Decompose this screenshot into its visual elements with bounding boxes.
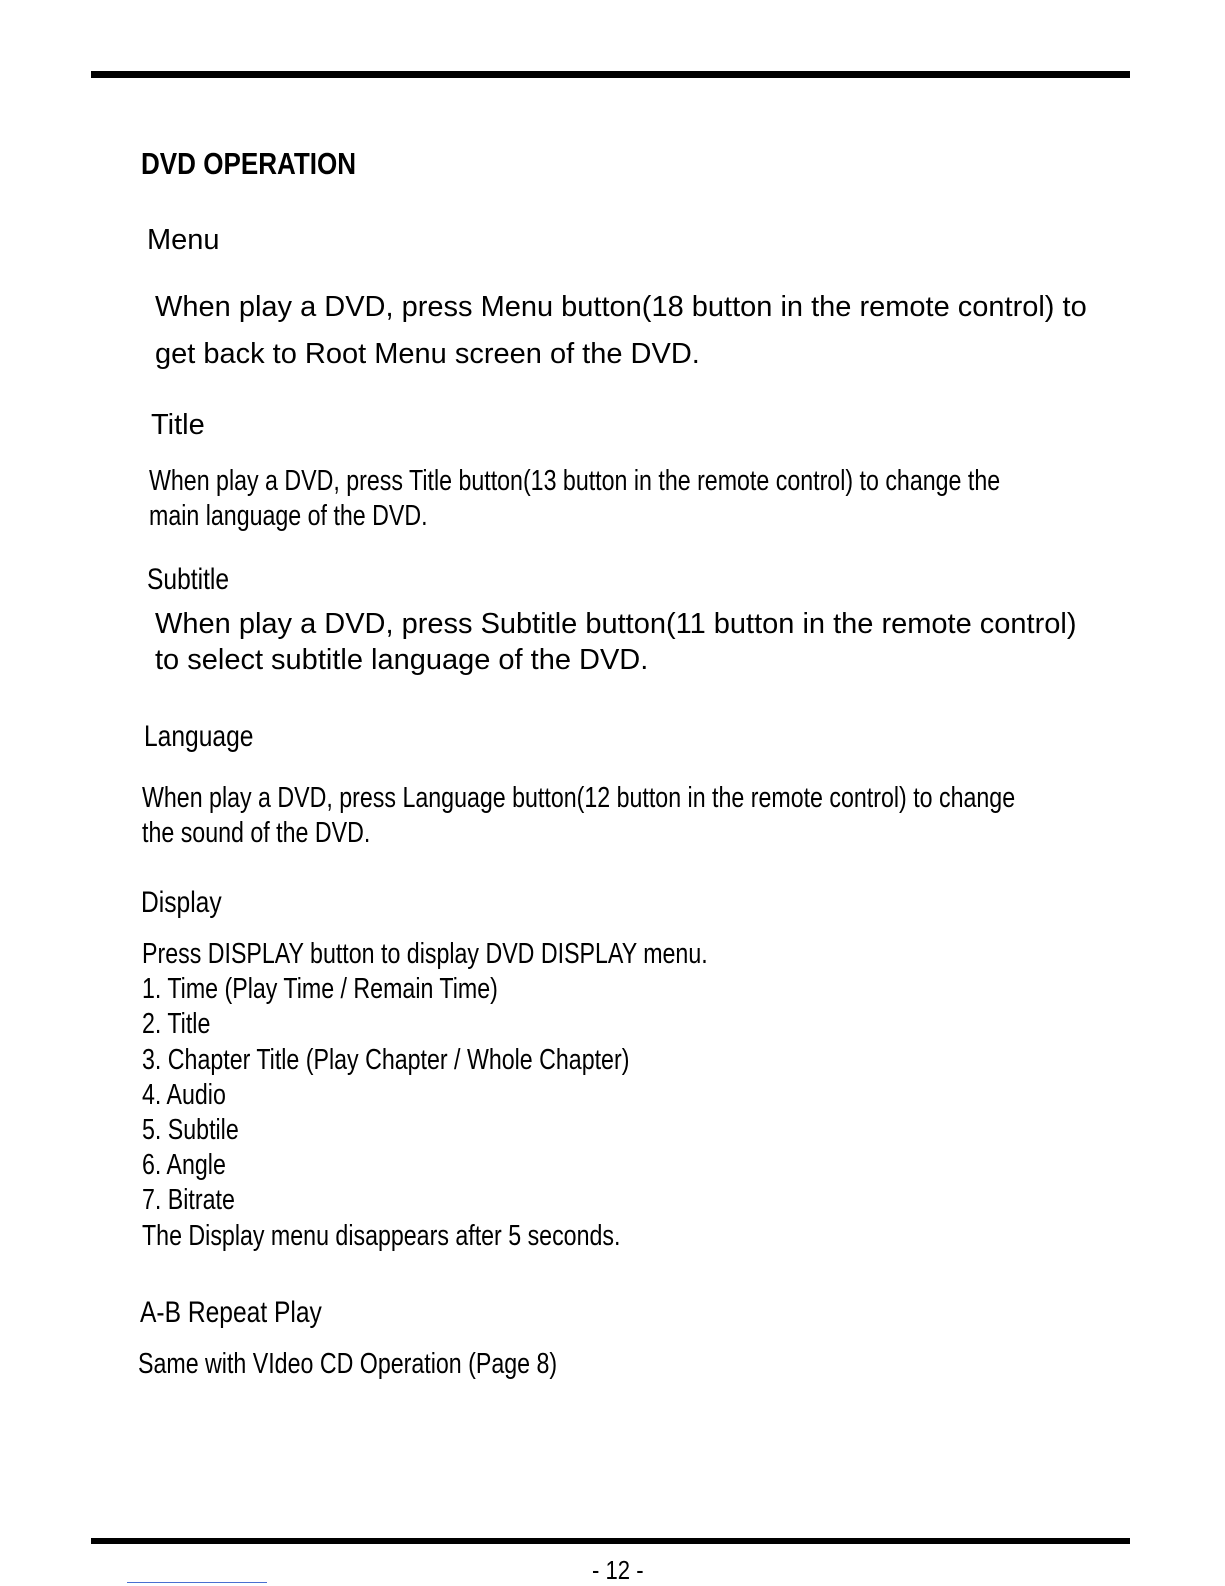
list-item: 6. Angle <box>142 1149 226 1182</box>
subtitle-heading: Subtitle <box>147 563 230 596</box>
subtitle-paragraph <box>155 606 1077 678</box>
menu-line-1: When play a DVD, press Menu button(18 button in the remote control) to <box>155 291 1087 323</box>
page-title: DVD OPERATION <box>141 146 357 181</box>
title-heading: Title <box>151 409 205 441</box>
menu-paragraph <box>155 284 1087 378</box>
display-heading: Display <box>141 886 222 919</box>
list-item: 4. Audio <box>142 1078 226 1111</box>
language-paragraph <box>142 781 1225 850</box>
footer-underline <box>127 1582 267 1583</box>
title-line-2: main language of the DVD. <box>149 499 428 532</box>
list-item: 2. Title <box>142 1008 211 1041</box>
list-item: 1. Time (Play Time / Remain Time) <box>142 973 498 1006</box>
display-list <box>142 937 849 1254</box>
top-rule <box>91 71 1130 78</box>
list-item: 7. Bitrate <box>142 1184 235 1217</box>
page-number: - 12 - <box>592 1555 644 1585</box>
list-item: 5. Subtile <box>142 1114 239 1147</box>
title-paragraph <box>149 464 1213 533</box>
subtitle-line-1: When play a DVD, press Subtitle button(11 button in the remote control) <box>155 608 1077 640</box>
bottom-rule <box>91 1538 1130 1544</box>
display-outro: The Display menu disappears after 5 seconds. <box>142 1219 621 1252</box>
language-line-1: When play a DVD, press Language button(12 button in the remote control) to change <box>142 782 1016 814</box>
display-intro: Press DISPLAY button to display DVD DISPLAY menu. <box>142 938 708 970</box>
ab-repeat-paragraph: Same with VIdeo CD Operation (Page 8) <box>138 1348 558 1380</box>
menu-line-2: get back to Root Menu screen of the DVD. <box>155 338 700 370</box>
menu-heading: Menu <box>147 224 220 256</box>
language-line-2: the sound of the DVD. <box>142 816 371 849</box>
title-line-1: When play a DVD, press Title button(13 button in the remote control) to change the <box>149 465 1001 497</box>
language-heading: Language <box>144 720 254 753</box>
subtitle-line-2: to select subtitle language of the DVD. <box>155 644 649 676</box>
list-item: 3. Chapter Title (Play Chapter / Whole Chapter) <box>142 1043 630 1076</box>
ab-repeat-heading: A-B Repeat Play <box>140 1296 322 1329</box>
